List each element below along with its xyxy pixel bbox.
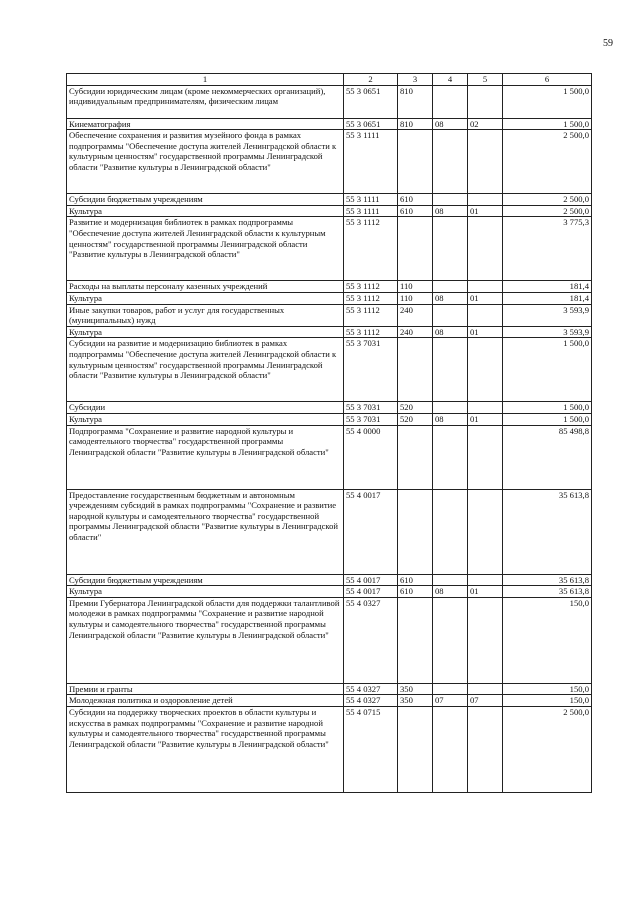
row-name-cell: Подпрограмма "Сохранение и развитие народной культуры и самодеятельного творчества" государственной программы Ленинградской области "Развитие культуры в Ленинградской области": [67, 425, 344, 489]
table-row: [67, 118, 592, 130]
row-code-cell: 55 3 1111: [344, 205, 398, 217]
row-name-cell: Субсидии на развитие и модернизацию библиотек в рамках подпрограммы "Обеспечение доступа жителей Ленинградской области к культурным ценностям" государственной программы Ленинградской области "Развитие культуры в Ленинградской области": [67, 338, 344, 402]
budget-table: [66, 73, 592, 793]
row-sum-cell: 150,0: [503, 597, 592, 683]
header-row: [67, 74, 592, 86]
row-sum-cell: 3 593,9: [503, 304, 592, 326]
row-sum-cell: 1 500,0: [503, 85, 592, 118]
row-col4-cell: [433, 489, 468, 574]
row-sum-cell: 2 500,0: [503, 205, 592, 217]
row-col3-cell: 810: [398, 85, 433, 118]
row-col5-cell: 01: [468, 586, 503, 598]
row-col4-cell: [433, 194, 468, 206]
row-col5-cell: 01: [468, 205, 503, 217]
row-col4-cell: [433, 402, 468, 414]
row-col5-cell: [468, 597, 503, 683]
row-sum-cell: 85 498,8: [503, 425, 592, 489]
row-col3-cell: 610: [398, 574, 433, 586]
row-code-cell: 55 4 0000: [344, 425, 398, 489]
row-col5-cell: [468, 281, 503, 293]
row-col4-cell: [433, 425, 468, 489]
row-col4-cell: 08: [433, 413, 468, 425]
row-code-cell: 55 3 7031: [344, 402, 398, 414]
row-col3-cell: 610: [398, 194, 433, 206]
header-cell: 2: [344, 74, 398, 86]
row-name-cell: Иные закупки товаров, работ и услуг для государственных (муниципальных) нужд: [67, 304, 344, 326]
row-code-cell: 55 3 1112: [344, 217, 398, 281]
table-row: [67, 695, 592, 707]
row-sum-cell: 2 500,0: [503, 130, 592, 194]
table-row: [67, 85, 592, 118]
row-col4-cell: [433, 597, 468, 683]
row-col4-cell: [433, 281, 468, 293]
row-sum-cell: 1 500,0: [503, 118, 592, 130]
row-col3-cell: 520: [398, 413, 433, 425]
row-code-cell: 55 3 0651: [344, 118, 398, 130]
row-col3-cell: [398, 130, 433, 194]
row-col4-cell: 08: [433, 586, 468, 598]
row-code-cell: 55 4 0327: [344, 597, 398, 683]
table-row: [67, 130, 592, 194]
row-code-cell: 55 4 0327: [344, 683, 398, 695]
row-col5-cell: [468, 338, 503, 402]
row-sum-cell: 1 500,0: [503, 338, 592, 402]
table-row: [67, 574, 592, 586]
row-col3-cell: 240: [398, 304, 433, 326]
row-sum-cell: 35 613,8: [503, 574, 592, 586]
row-col3-cell: [398, 425, 433, 489]
table-row: [67, 292, 592, 304]
row-name-cell: Культура: [67, 205, 344, 217]
row-sum-cell: 181,4: [503, 292, 592, 304]
row-col5-cell: [468, 130, 503, 194]
row-col5-cell: 02: [468, 118, 503, 130]
row-col3-cell: 610: [398, 205, 433, 217]
row-code-cell: 55 3 7031: [344, 338, 398, 402]
table-row: [67, 683, 592, 695]
row-name-cell: Премии Губернатора Ленинградской области для поддержки талантливой молодежи в рамках подпрограммы "Сохранение и развитие народной культуры и самодеятельного творчества" государственной программы Ленинградской области "Развитие культуры в Ленинградской области": [67, 597, 344, 683]
table-row: [67, 217, 592, 281]
row-col5-cell: [468, 574, 503, 586]
row-col3-cell: [398, 597, 433, 683]
table-row: [67, 706, 592, 792]
row-col3-cell: 110: [398, 281, 433, 293]
row-col4-cell: [433, 130, 468, 194]
row-sum-cell: 2 500,0: [503, 706, 592, 792]
row-name-cell: Культура: [67, 413, 344, 425]
row-sum-cell: 35 613,8: [503, 489, 592, 574]
row-name-cell: Культура: [67, 326, 344, 338]
row-code-cell: 55 4 0327: [344, 695, 398, 707]
page-number: 59: [603, 38, 613, 49]
row-col5-cell: [468, 85, 503, 118]
row-code-cell: 55 3 1111: [344, 130, 398, 194]
row-col5-cell: [468, 706, 503, 792]
row-col5-cell: [468, 194, 503, 206]
row-col4-cell: [433, 85, 468, 118]
row-code-cell: 55 4 0017: [344, 586, 398, 598]
row-code-cell: 55 3 1112: [344, 304, 398, 326]
row-sum-cell: 181,4: [503, 281, 592, 293]
row-col3-cell: 350: [398, 695, 433, 707]
table-row: [67, 281, 592, 293]
row-code-cell: 55 3 0651: [344, 85, 398, 118]
row-col3-cell: [398, 489, 433, 574]
table-row: [67, 597, 592, 683]
row-col5-cell: [468, 683, 503, 695]
row-col4-cell: 08: [433, 205, 468, 217]
row-name-cell: Премии и гранты: [67, 683, 344, 695]
table-row: [67, 402, 592, 414]
row-name-cell: Обеспечение сохранения и развития музейного фонда в рамках подпрограммы "Обеспечение доступа жителей Ленинградской области к культурным ценностям" государственной программы Ленинградской области "Развитие культуры в Ленинградской области": [67, 130, 344, 194]
row-sum-cell: 2 500,0: [503, 194, 592, 206]
row-code-cell: 55 4 0017: [344, 489, 398, 574]
row-name-cell: Субсидии бюджетным учреждениям: [67, 194, 344, 206]
row-col5-cell: 01: [468, 413, 503, 425]
header-cell: 1: [67, 74, 344, 86]
row-sum-cell: 150,0: [503, 695, 592, 707]
row-col5-cell: [468, 402, 503, 414]
header-cell: 3: [398, 74, 433, 86]
row-col3-cell: 350: [398, 683, 433, 695]
row-col5-cell: 01: [468, 326, 503, 338]
row-col5-cell: 07: [468, 695, 503, 707]
row-col5-cell: [468, 217, 503, 281]
row-name-cell: Культура: [67, 292, 344, 304]
row-col4-cell: [433, 706, 468, 792]
row-col4-cell: 08: [433, 292, 468, 304]
header-cell: 5: [468, 74, 503, 86]
row-sum-cell: 1 500,0: [503, 402, 592, 414]
table-row: [67, 194, 592, 206]
row-code-cell: 55 4 0715: [344, 706, 398, 792]
row-col3-cell: 520: [398, 402, 433, 414]
row-col3-cell: [398, 338, 433, 402]
header-cell: 6: [503, 74, 592, 86]
table-row: [67, 489, 592, 574]
row-col5-cell: 01: [468, 292, 503, 304]
row-sum-cell: 150,0: [503, 683, 592, 695]
row-col5-cell: [468, 489, 503, 574]
table-row: [67, 586, 592, 598]
row-name-cell: Развитие и модернизация библиотек в рамках подпрограммы "Обеспечение доступа жителей Ленинградской области к культурным ценностям" государственной программы Ленинградской области "Развитие культуры в Ленинградской области": [67, 217, 344, 281]
row-code-cell: 55 3 1112: [344, 281, 398, 293]
table-row: [67, 326, 592, 338]
row-col3-cell: 610: [398, 586, 433, 598]
table-row: [67, 338, 592, 402]
row-col4-cell: [433, 304, 468, 326]
row-name-cell: Расходы на выплаты персоналу казенных учреждений: [67, 281, 344, 293]
row-name-cell: Предоставление государственным бюджетным и автономным учреждениям субсидий в рамках подпрограммы "Сохранение и развитие народной культуры и самодеятельного творчества" государственной программы Ленинградской области "Развитие культуры в Ленинградской области": [67, 489, 344, 574]
row-col3-cell: 240: [398, 326, 433, 338]
row-col5-cell: [468, 425, 503, 489]
row-sum-cell: 3 775,3: [503, 217, 592, 281]
row-col4-cell: [433, 574, 468, 586]
row-name-cell: Субсидии бюджетным учреждениям: [67, 574, 344, 586]
row-code-cell: 55 4 0017: [344, 574, 398, 586]
row-code-cell: 55 3 1111: [344, 194, 398, 206]
table-row: [67, 205, 592, 217]
row-col3-cell: [398, 706, 433, 792]
row-sum-cell: 35 613,8: [503, 586, 592, 598]
row-sum-cell: 3 593,9: [503, 326, 592, 338]
row-col3-cell: [398, 217, 433, 281]
header-cell: 4: [433, 74, 468, 86]
row-name-cell: Субсидии на поддержку творческих проектов в области культуры и искусства в рамках подпрограммы "Сохранение и развитие народной культуры и самодеятельного творчества" государственной программы Ленинградской области "Развитие культуры в Ленинградской области": [67, 706, 344, 792]
row-name-cell: Субсидии: [67, 402, 344, 414]
row-name-cell: Молодежная политика и оздоровление детей: [67, 695, 344, 707]
row-sum-cell: 1 500,0: [503, 413, 592, 425]
table-row: [67, 413, 592, 425]
row-col4-cell: 08: [433, 118, 468, 130]
row-name-cell: Кинематография: [67, 118, 344, 130]
row-col4-cell: [433, 683, 468, 695]
row-code-cell: 55 3 1112: [344, 292, 398, 304]
row-col3-cell: 110: [398, 292, 433, 304]
row-code-cell: 55 3 1112: [344, 326, 398, 338]
row-col4-cell: 08: [433, 326, 468, 338]
row-code-cell: 55 3 7031: [344, 413, 398, 425]
row-col4-cell: 07: [433, 695, 468, 707]
row-name-cell: Культура: [67, 586, 344, 598]
table-row: [67, 425, 592, 489]
row-name-cell: Субсидии юридическим лицам (кроме некоммерческих организаций), индивидуальным предпринимателям, физическим лицам: [67, 85, 344, 118]
row-col5-cell: [468, 304, 503, 326]
table-row: [67, 304, 592, 326]
row-col4-cell: [433, 338, 468, 402]
row-col4-cell: [433, 217, 468, 281]
row-col3-cell: 810: [398, 118, 433, 130]
